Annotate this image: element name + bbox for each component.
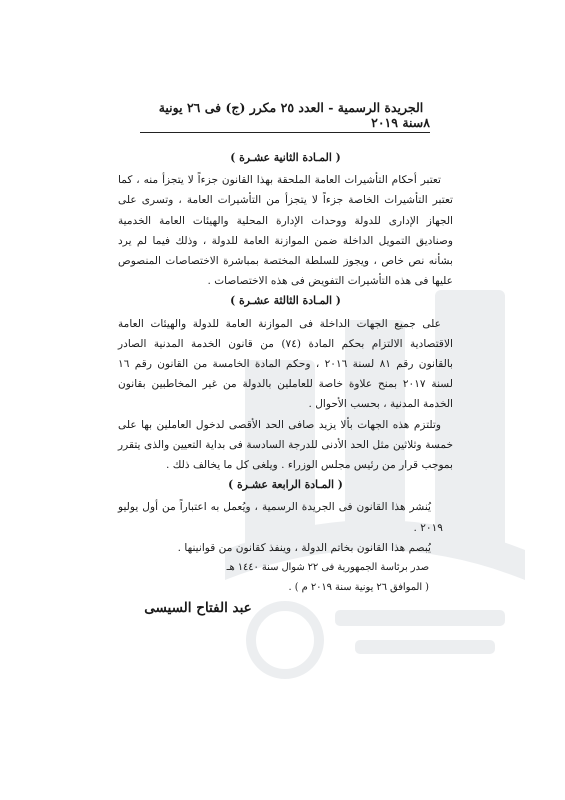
issued-date-line: ( الموافق ٢٦ يونية سنة ٢٠١٩ م ) . [288,582,429,594]
article-12-title: ( المـادة الثانية عشـرة ) [230,151,341,164]
document-body [118,148,453,598]
article-14-title: ( المـادة الرابعة عشـرة ) [228,478,343,492]
page-header [140,100,430,133]
article-13-paragraph-2: وتلتزم هذه الجهات بألا يزيد صافى الحد الأقصى لدخول العاملين بها على خمسة وثلاثين مثل الحد الأدنى للدرجة السادسة فى بداية التعيين والذى يتقرر بموجب قرار من رئيس مجلس الوزراء . ويلغى كل ما يخالف ذلك . [118,418,453,472]
article-14-paragraph-2: يُبصم هذا القانون بخاتم الدولة ، وينفذ كقانون من قوانينها . [177,541,431,554]
article-13-paragraph-1: على جميع الجهات الداخلة فى الموازنة العامة للدولة والهيئات العامة الاقتصادية الالتزام بحكم المادة (٧٤) من قانون الخدمة المدنية الصادر بالقانون رقم ٨١ لسنة ٢٠١٦ ، وحكم المادة الخامسة من القانون رقم ١٦ لسنة ٢٠١٧ بمنح علاوة خاصة للعاملين بالدولة من غير المخاطبين بقانون الخدمة المدنية ، بحسب الأحوال . [118,317,453,411]
gazette-title: الجريدة الرسمية - العدد ٢٥ مكرر (ج) فى ٢٦ يونية سنة ٢٠١٩ [158,100,424,130]
issued-at-line: صدر برئاسة الجمهورية فى ٢٢ شوال سنة ١٤٤٠ هـ [226,562,429,574]
page-number: ٨ [423,115,430,130]
article-12-paragraph: تعتبر أحكام التأشيرات العامة الملحقة بهذا القانون جزءاً لا يتجزأ منه ، كما تعتبر التأشيرات الخاصة جزءاً لا يتجزأ من التأشيرات العامة ، وتسرى على الجهاز الإدارى للدولة ووحدات الإدارة المحلية والهيئات العامة الخدمية وصناديق التمويل الداخلة ضمن الموازنة العامة للدولة ، وذلك فيما لم يرد بشأنه نص خاص ، ويجوز للسلطة المختصة بمباشرة الاختصاصات المنصوص عليها فى هذه التأشيرات التفويض فى هذه الاختصاصات . [118,174,453,288]
article-13-title: ( المـادة الثالثة عشـرة ) [230,294,341,308]
article-14-paragraph-1: يُنشر هذا القانون فى الجريدة الرسمية ، ويُعمل به اعتباراً من أول يوليو ٢٠١٩ . [118,501,443,534]
signature: عبد الفتاح السيسى [144,600,252,616]
